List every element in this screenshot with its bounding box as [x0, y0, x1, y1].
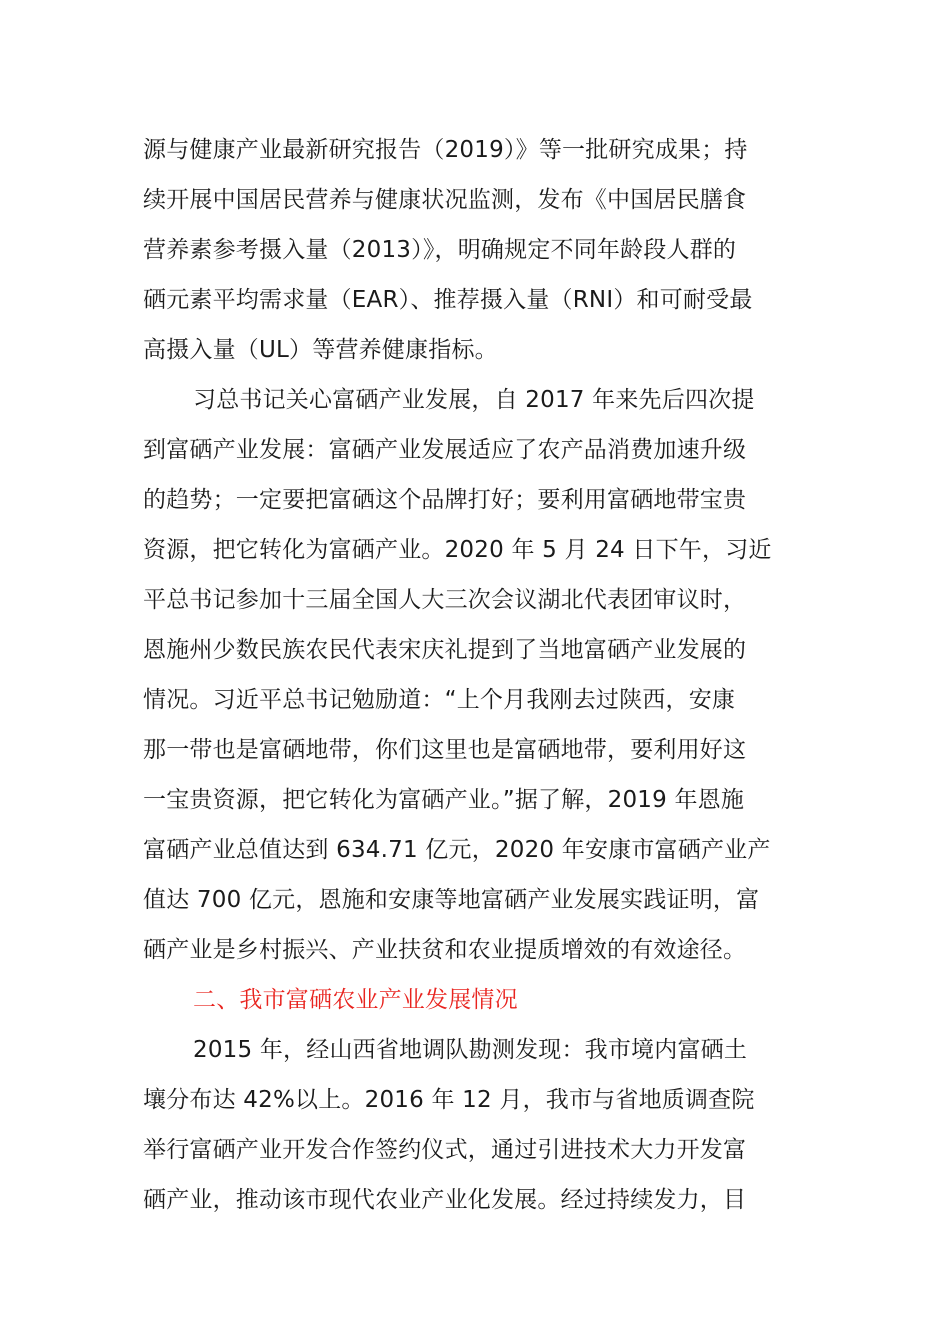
- body-text-line: 硒元素平均需求量（EAR）、推荐摄入量（RNI）和可耐受最: [143, 287, 753, 313]
- body-text-line: 续开展中国居民营养与健康状况监测，发布《中国居民膳食: [143, 187, 747, 213]
- paragraph-first-line: 2015 年，经山西省地调队勘测发现：我市境内富硒土: [193, 1037, 748, 1063]
- section-heading: 二、我市富硒农业产业发展情况: [193, 987, 518, 1013]
- body-text-line: 壤分布达 42%以上。2016 年 12 月，我市与省地质调查院: [143, 1087, 755, 1113]
- body-text-line: 硒产业是乡村振兴、产业扶贫和农业提质增效的有效途径。: [143, 937, 747, 963]
- body-text-line: 高摄入量（UL）等营养健康指标。: [143, 337, 498, 363]
- body-text-line: 到富硒产业发展：富硒产业发展适应了农产品消费加速升级: [143, 437, 747, 463]
- body-text-line: 恩施州少数民族农民代表宋庆礼提到了当地富硒产业发展的: [143, 637, 747, 663]
- body-text-line: 举行富硒产业开发合作签约仪式，通过引进技术大力开发富: [143, 1137, 747, 1163]
- body-text-line: 平总书记参加十三届全国人大三次会议湖北代表团审议时，: [143, 587, 747, 613]
- body-text-line: 一宝贵资源，把它转化为富硒产业。”据了解，2019 年恩施: [143, 787, 745, 813]
- body-text-line: 营养素参考摄入量（2013）》，明确规定不同年龄段人群的: [143, 237, 737, 263]
- body-text-line: 的趋势；一定要把富硒这个品牌打好；要利用富硒地带宝贵: [143, 487, 747, 513]
- body-text-line: 资源，把它转化为富硒产业。2020 年 5 月 24 日下午，习近: [143, 537, 772, 563]
- body-text-line: 那一带也是富硒地带，你们这里也是富硒地带，要利用好这: [143, 737, 747, 763]
- body-text-line: 硒产业，推动该市现代农业产业化发展。经过持续发力，目: [143, 1187, 747, 1213]
- document-page: [143, 125, 808, 1225]
- paragraph-first-line: 习总书记关心富硒产业发展，自 2017 年来先后四次提: [193, 387, 755, 413]
- body-text-line: 值达 700 亿元，恩施和安康等地富硒产业发展实践证明，富: [143, 887, 760, 913]
- body-text-line: 源与健康产业最新研究报告（2019）》等一批研究成果；持: [143, 137, 748, 163]
- body-text-line: 富硒产业总值达到 634.71 亿元，2020 年安康市富硒产业产: [143, 837, 771, 863]
- body-text-line: 情况。习近平总书记勉励道：“上个月我刚去过陕西，安康: [143, 687, 736, 713]
